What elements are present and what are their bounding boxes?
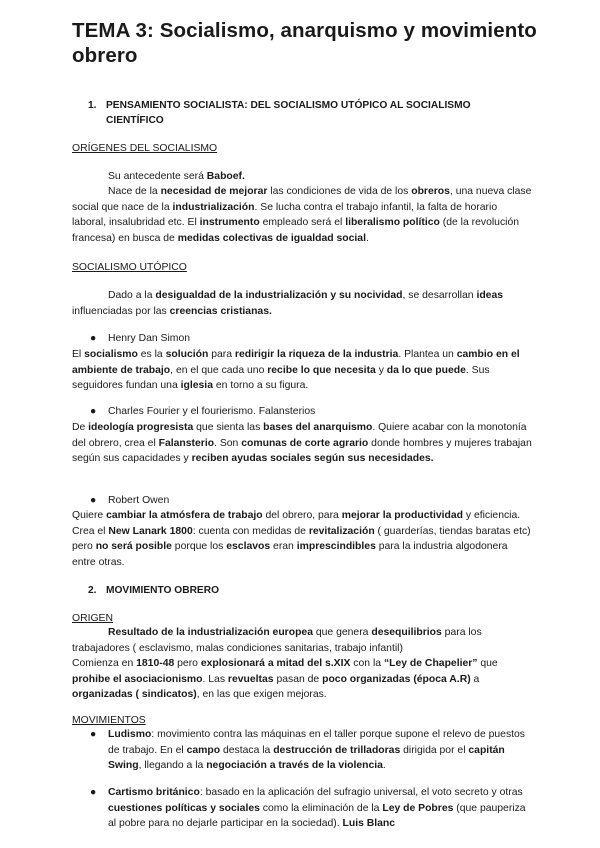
origenes-p2: Nace de la necesidad de mejorar las condiciones de vida de los obreros, una nueva clase social que nace de la industrialización. Se lucha contra el trabajo infantil, la falta de horario laboral, insalubridad etc. El instrumento empleado será el liberalismo político (de la revolución francesa) en busca de medidas colectivas de igualdad social. — [72, 186, 532, 244]
section-2-heading: 2. MOVIMIENTO OBRERO — [88, 585, 220, 596]
bullet-icon: ● — [90, 333, 97, 344]
bullet-owen: ● Robert Owen — [90, 495, 170, 506]
cartismo-item: ● Cartismo británico: basado en la aplicación del sufragio universal, el voto secreto y otras cuestiones políticas y sociales como la eliminación de la Ley de Pobres (que pauperiza al pobre para no dejarle participar en la sociedad). Luis Blanc — [90, 787, 526, 829]
page-title: TEMA 3: Socialismo, anarquismo y movimiento obrero — [72, 19, 537, 67]
bullet-simon: ● Henry Dan Simon — [90, 333, 191, 344]
bullet-icon: ● — [90, 787, 97, 798]
origen-text-2: Comienza en 1810-48 pero explosionará a mitad del s.XIX con la “Ley de Chapelier” que prohibe el asociacionismo. Las revueltas pasan de poco organizadas (época A.R) a organizadas ( sindicatos), en las que exigen mejoras. — [72, 658, 498, 700]
bullet-icon: ● — [90, 495, 97, 506]
fourier-text: De ideología progresista que sienta las bases del anarquismo. Quiere acabar con la monotonía del obrero, crea el Falansterio. Son comunas de corte agrario donde hombres y mujeres trabajan según sus capacidades y reciben ayudas sociales según sus necesidades. — [72, 422, 532, 464]
movimientos-heading: MOVIMIENTOS — [72, 715, 146, 726]
origen-text: Resultado de la industrialización europea que genera desequilibrios para los trabajadores ( esclavismo, malas condiciones sanitarias, trabajo infantil) — [72, 627, 482, 654]
simon-text: El socialismo es la solución para redirigir la riqueza de la industria. Plantea un cambio en el ambiente de trabajo, en el que cada uno recibe lo que necesita y da lo que puede. Sus seguidores fundan una iglesia en torno a su figura. — [72, 349, 520, 391]
owen-text: Quiere cambiar la atmósfera de trabajo del obrero, para mejorar la productividad y eficiencia. Crea el New Lanark 1800: cuenta con medidas de revitalización ( guarderías, tiendas baratas etc) pero no será posible porque los esclavos eran imprescindibles para la industria algodonera entre otras. — [72, 510, 531, 568]
origenes-heading: ORÍGENES DEL SOCIALISMO — [72, 143, 218, 154]
origenes-p1: Su antecedente será Baboef. — [108, 171, 245, 182]
utopico-intro: Dado a la desigualdad de la industrialización y su nocividad, se desarrollan ideas influenciadas por las creencias cristianas. — [72, 290, 504, 317]
bullet-fourier: ● Charles Fourier y el fourierismo. Falansterios — [90, 406, 316, 417]
utopico-heading: SOCIALISMO UTÓPICO — [72, 262, 187, 273]
origen-heading: ORIGEN — [72, 613, 113, 624]
bullet-icon: ● — [90, 406, 97, 417]
bullet-icon: ● — [90, 729, 97, 740]
section-1-heading: 1. PENSAMIENTO SOCIALISTA: DEL SOCIALISMO UTÓPICO AL SOCIALISMO CIENTÍFICO — [88, 100, 471, 126]
ludismo-item: ● Ludismo: movimiento contra las máquinas en el taller porque supone el relevo de puestos de trabajo. En el campo destaca la destrucción de trilladoras dirigida por el capitán Swing, llegando a la negociación a través de la violencia. — [90, 729, 525, 771]
